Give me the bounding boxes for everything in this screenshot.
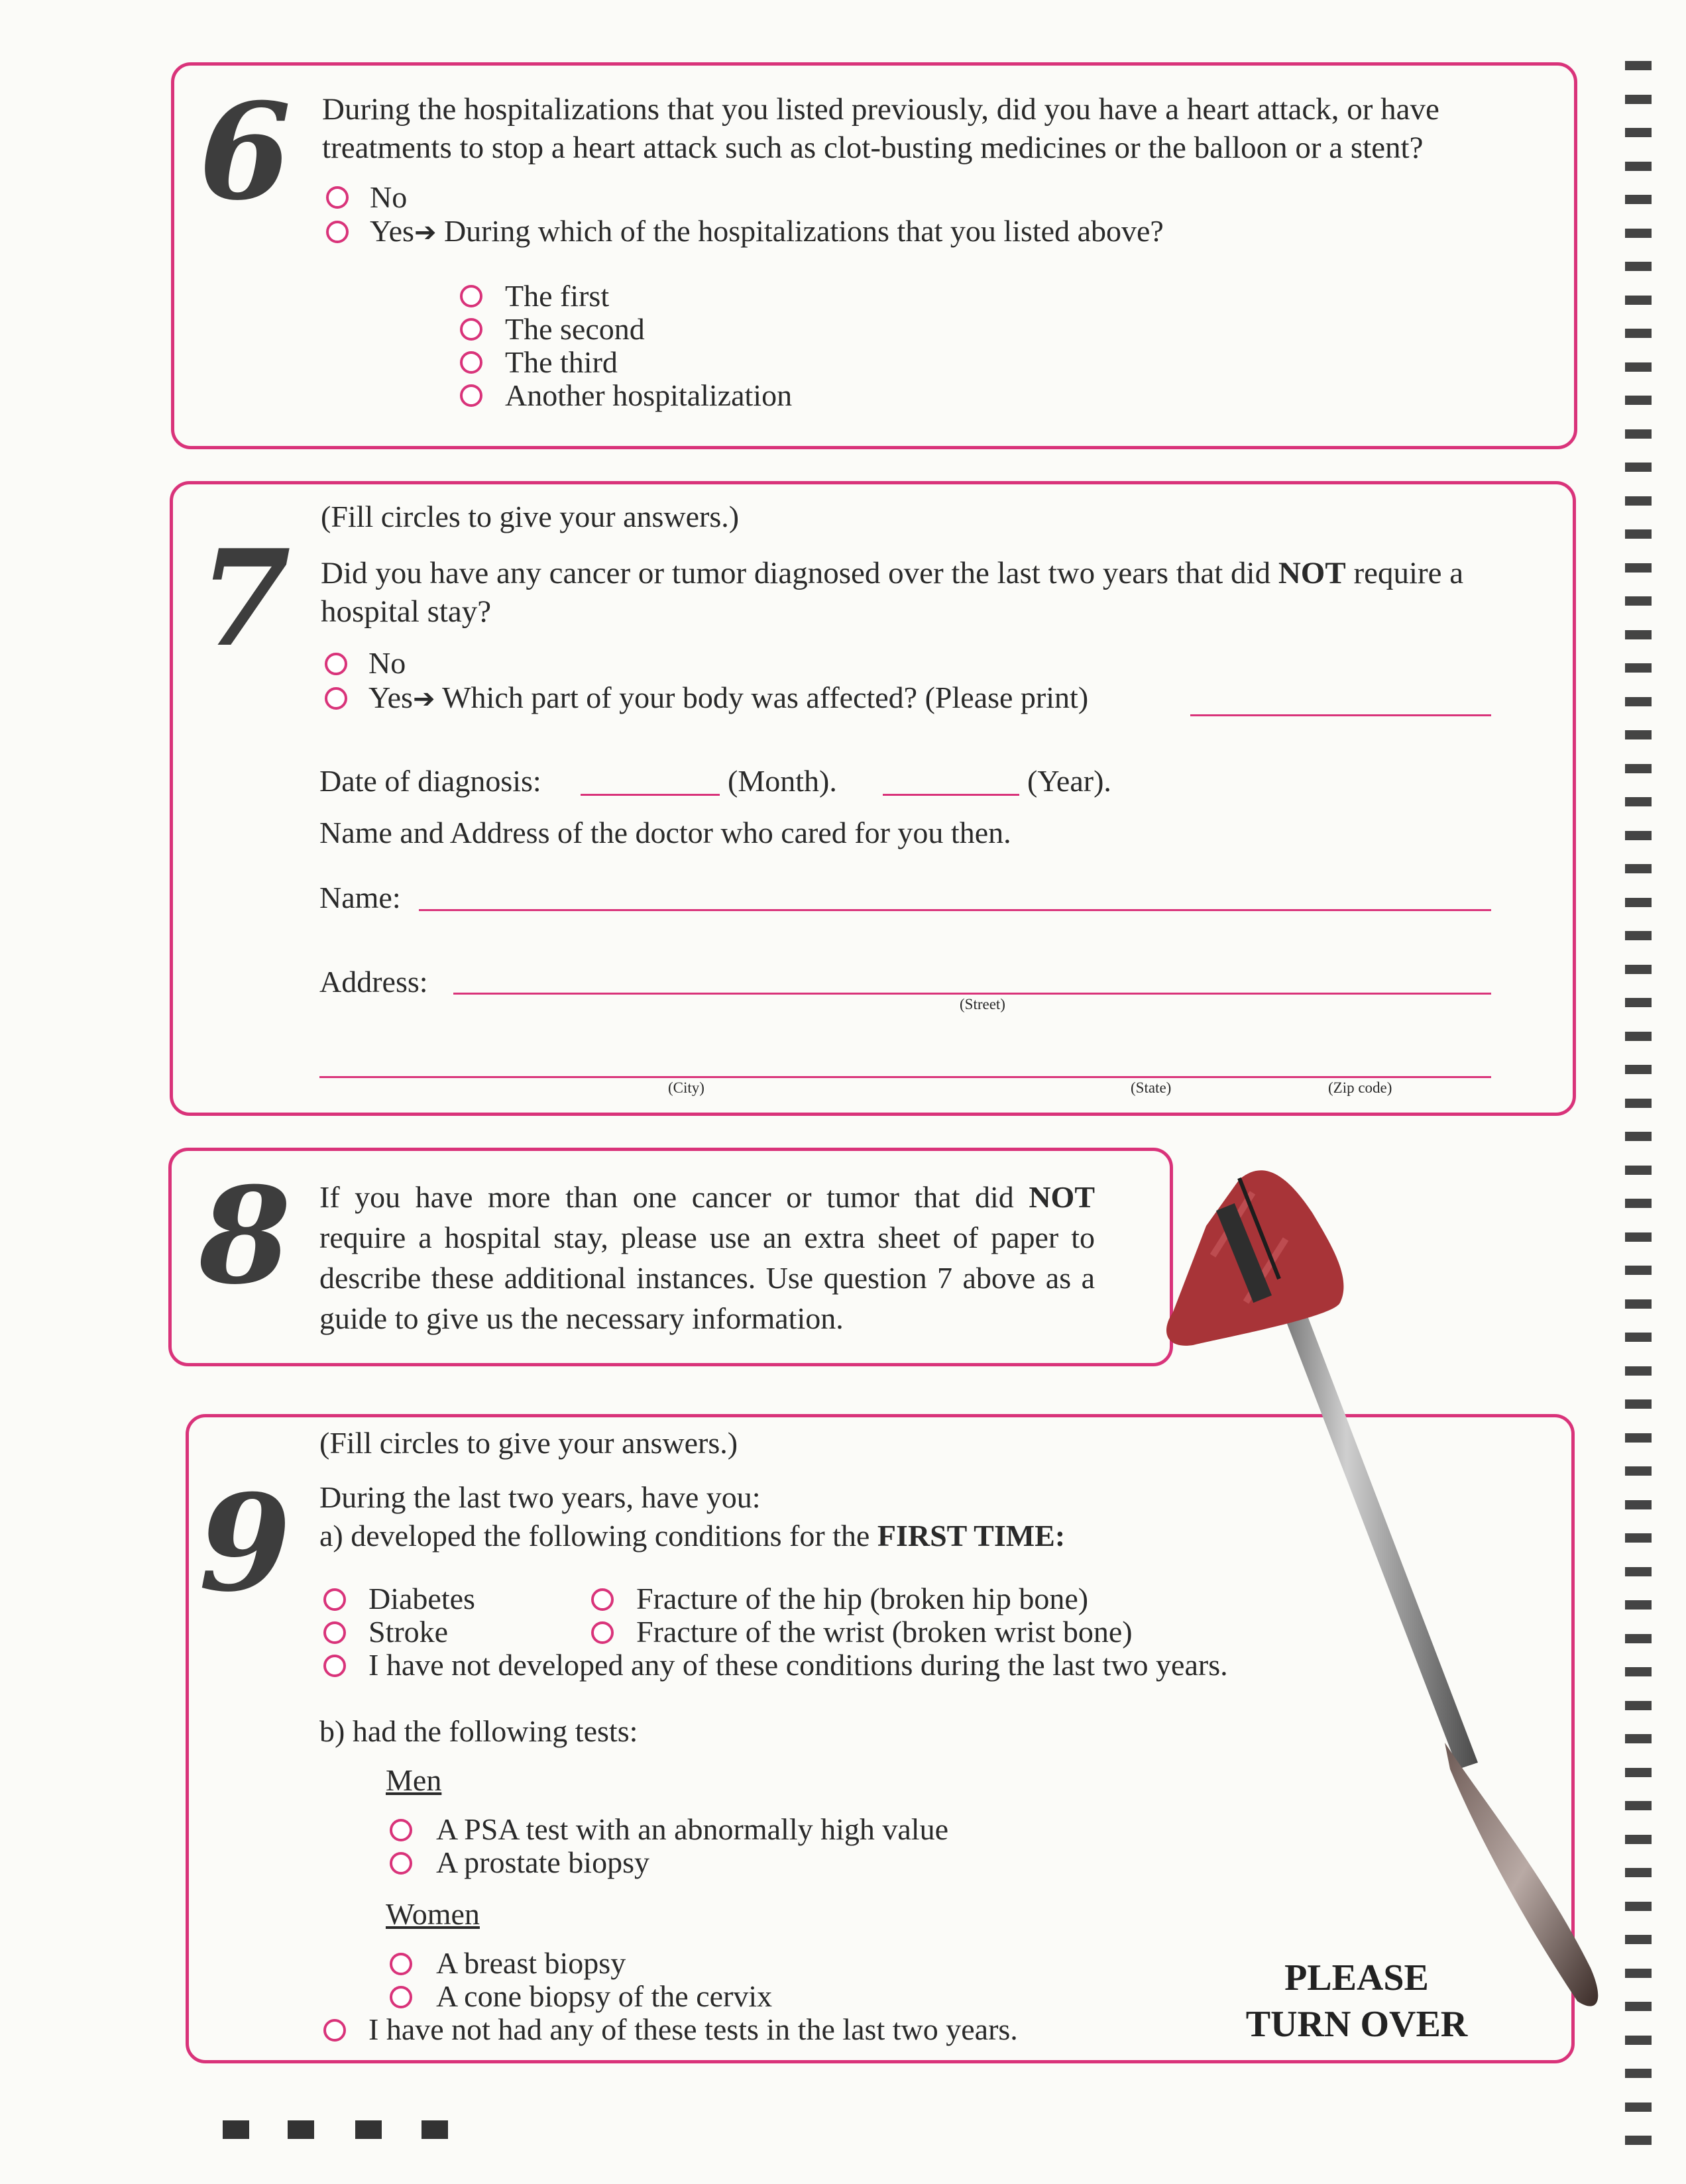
timing-mark [1625,1199,1652,1208]
q7-date-label: Date of diagnosis: [319,764,541,798]
timing-mark [1625,630,1652,639]
timing-mark [1625,596,1652,606]
q7-city-state-zip-field[interactable] [319,1076,1491,1078]
timing-mark [1625,162,1652,171]
q6-yes-label: Yes [370,214,414,248]
timing-mark [1625,229,1652,238]
q9-part-a-pre: a) developed the following conditions for the [319,1519,877,1553]
q6-no-label: No [370,180,408,214]
registration-mark [223,2120,249,2139]
timing-mark [1625,931,1652,940]
timing-mark [1625,1801,1652,1810]
q7-year-label: (Year). [1027,764,1111,798]
timing-mark [1625,998,1652,1007]
registration-mark [355,2120,382,2139]
q7-yes-row [368,679,1088,716]
timing-mark [1625,1634,1652,1643]
timing-mark [1625,1835,1652,1844]
timing-mark [1625,296,1652,305]
timing-mark [1625,463,1652,472]
q7-month-label: (Month). [728,764,837,798]
q9-no-tests-label: I have not had any of these tests in the last two years. [368,2012,1018,2046]
timing-mark [1625,529,1652,539]
q9-men-heading: Men [386,1763,442,1797]
q9-part-a-bold: FIRST TIME: [877,1519,1066,1553]
q9-no-tests-radio[interactable] [323,2019,346,2042]
question-number-6: 6 [199,74,292,230]
timing-mark [1625,1366,1652,1376]
q6-option-second: The second [505,312,645,346]
timing-mark [1625,1466,1652,1476]
q6-option-first-radio[interactable] [460,285,482,307]
q7-question-post: require a hospital stay? [321,556,1464,629]
timing-mark [1625,1868,1652,1877]
timing-mark [1625,1734,1652,1743]
q6-yes-radio[interactable] [326,221,349,243]
timing-mark [1625,329,1652,338]
q7-followup: Which part of your body was affected? (Please print) [442,681,1089,714]
timing-mark [1625,1701,1652,1710]
q9-stroke-label: Stroke [368,1615,449,1649]
q9-diabetes-radio[interactable] [323,1588,346,1611]
timing-mark [1625,764,1652,773]
q8-text-post: require a hospital stay, please use an extra sheet of paper to describe these additional instances. Use question 7 above as a guide to give us the necessary information. [319,1221,1095,1335]
q9-wrist-fracture-radio[interactable] [591,1621,614,1644]
q7-month-field[interactable] [581,794,720,796]
timing-mark [1625,831,1652,840]
q6-followup: During which of the hospitalizations that you listed above? [443,214,1164,248]
q7-year-field[interactable] [883,794,1019,796]
q7-name-label: Name: [319,881,401,914]
timing-mark [1625,362,1652,372]
q8-text [319,1177,1095,1338]
q9-breast-biopsy-radio[interactable] [390,1953,412,1975]
q9-intro: During the last two years, have you: [319,1480,761,1514]
timing-mark [1625,396,1652,405]
timing-mark [1625,1333,1652,1342]
q6-option-second-radio[interactable] [460,318,482,341]
timing-mark [1625,1533,1652,1543]
q6-no-radio[interactable] [326,186,349,209]
timing-mark [1625,2002,1652,2011]
timing-mark [1625,697,1652,706]
q7-street-field[interactable] [453,993,1491,995]
timing-mark [1625,898,1652,907]
q7-yes-radio[interactable] [325,687,347,710]
q9-part-a [319,1517,1065,1554]
q7-no-label: No [368,646,406,680]
q7-name-field[interactable] [419,909,1491,911]
q7-doctor-prompt: Name and Address of the doctor who cared for you then. [319,816,1011,849]
timing-mark [1625,1232,1652,1242]
q7-question [321,554,1567,631]
q6-option-another: Another hospitalization [505,378,793,412]
q6-option-third: The third [505,345,618,379]
timing-mark [1625,1065,1652,1074]
timing-mark [1625,1935,1652,1944]
timing-mark [1625,1132,1652,1141]
q6-option-another-radio[interactable] [460,384,482,407]
q9-psa-label: A PSA test with an abnormally high value [436,1812,948,1846]
q6-option-first: The first [505,279,610,313]
q7-state-caption: (State) [1131,1079,1172,1096]
q9-breast-biopsy-label: A breast biopsy [436,1946,626,1980]
q7-street-caption: (Street) [960,996,1005,1012]
turn-over-line-2: TURN OVER [1245,2004,1468,2045]
timing-mark [1625,1667,1652,1676]
question-number-7: 7 [199,521,292,677]
q8-text-pre: If you have more than one cancer or tumor that did [319,1180,1029,1214]
registration-mark [288,2120,314,2139]
q7-question-pre: Did you have any cancer or tumor diagnosed over the last two years that did [321,556,1278,590]
q8-text-bold: NOT [1029,1180,1095,1214]
timing-mark [1625,262,1652,271]
registration-mark [422,2120,448,2139]
q7-question-bold: NOT [1278,556,1346,590]
q6-yes-row [370,213,1164,249]
timing-mark [1625,195,1652,204]
q9-no-conditions-radio[interactable] [323,1655,346,1677]
q7-yes-label: Yes [368,681,413,714]
q9-psa-radio[interactable] [390,1819,412,1841]
timing-mark [1625,1902,1652,1911]
q7-body-part-field[interactable] [1190,714,1491,716]
q9-prostate-biopsy-radio[interactable] [390,1852,412,1875]
turn-over-line-1: PLEASE [1284,1957,1429,1998]
timing-mark [1625,2069,1652,2078]
reflex-hammer-illustration [1087,1146,1617,2014]
q7-address-label: Address: [319,965,428,999]
timing-mark [1625,965,1652,974]
arrow-right-icon: ➔ [412,684,435,714]
timing-mark [1625,1600,1652,1610]
question-number-8: 8 [199,1158,292,1314]
timing-mark [1625,1768,1652,1777]
timing-mark [1625,95,1652,104]
timing-mark [1625,1567,1652,1576]
timing-mark [1625,1500,1652,1509]
timing-mark [1625,797,1652,806]
q9-no-conditions-label: I have not developed any of these conditions during the last two years. [368,1648,1228,1682]
timing-mark [1625,1969,1652,1978]
timing-mark [1625,1266,1652,1275]
q9-prostate-biopsy-label: A prostate biopsy [436,1845,649,1879]
timing-mark [1625,128,1652,137]
q9-instruction: (Fill circles to give your answers.) [319,1426,738,1460]
timing-mark [1625,663,1652,673]
q7-zip-caption: (Zip code) [1328,1079,1392,1096]
timing-mark [1625,1433,1652,1443]
timing-mark [1625,563,1652,573]
q9-hip-fracture-radio[interactable] [591,1588,614,1611]
timing-mark [1625,61,1652,70]
q9-cone-biopsy-radio[interactable] [390,1986,412,2008]
timing-mark [1625,864,1652,873]
timing-mark [1625,1032,1652,1041]
timing-mark [1625,1099,1652,1108]
q9-women-heading: Women [386,1897,480,1931]
timing-mark [1625,496,1652,506]
timing-mark [1625,429,1652,439]
timing-mark [1625,2102,1652,2112]
q9-part-b: b) had the following tests: [319,1714,638,1748]
q9-cone-biopsy-label: A cone biopsy of the cervix [436,1979,773,2013]
timing-mark [1625,1399,1652,1409]
q9-diabetes-label: Diabetes [368,1582,475,1615]
timing-mark [1625,1166,1652,1175]
q9-stroke-radio[interactable] [323,1621,346,1644]
timing-mark [1625,1299,1652,1309]
q6-option-third-radio[interactable] [460,351,482,374]
q9-wrist-fracture-label: Fracture of the wrist (broken wrist bone) [636,1615,1133,1649]
q9-hip-fracture-label: Fracture of the hip (broken hip bone) [636,1582,1089,1615]
q7-no-radio[interactable] [325,653,347,675]
timing-mark [1625,730,1652,739]
arrow-right-icon: ➔ [414,217,437,248]
q7-instruction: (Fill circles to give your answers.) [321,500,740,533]
question-6-text: During the hospitalizations that you listed previously, did you have a heart attack, or have treatments to stop a heart attack such as clot-busting medicines or the balloon or a stent? [322,92,1439,165]
timing-mark [1625,2036,1652,2045]
timing-mark [1625,2136,1652,2145]
q7-city-caption: (City) [668,1079,704,1096]
question-number-9: 9 [199,1466,292,1621]
please-turn-over [1227,1955,1486,2048]
